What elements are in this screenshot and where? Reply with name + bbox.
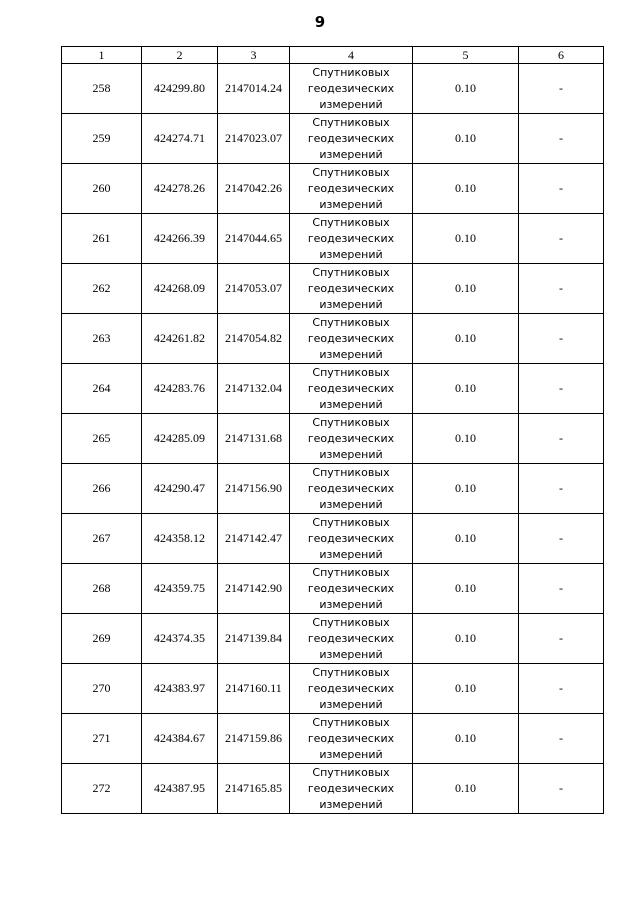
table-row [62, 364, 604, 414]
note-cell: - [519, 364, 604, 414]
y-coordinate-cell: 2147160.11 [218, 664, 290, 714]
method-cell: Спутниковых геодезических измерений [290, 364, 413, 414]
accuracy-cell: 0.10 [413, 364, 519, 414]
y-coordinate-cell: 2147139.84 [218, 614, 290, 664]
accuracy-cell: 0.10 [413, 614, 519, 664]
x-coordinate-cell: 424299.80 [142, 64, 218, 114]
x-coordinate-cell: 424387.95 [142, 764, 218, 814]
y-coordinate-cell: 2147142.90 [218, 564, 290, 614]
note-cell: - [519, 164, 604, 214]
note-cell: - [519, 414, 604, 464]
method-cell: Спутниковых геодезических измерений [290, 214, 413, 264]
x-coordinate-cell: 424268.09 [142, 264, 218, 314]
x-coordinate-cell: 424261.82 [142, 314, 218, 364]
y-coordinate-cell: 2147054.82 [218, 314, 290, 364]
method-cell: Спутниковых геодезических измерений [290, 764, 413, 814]
accuracy-cell: 0.10 [413, 414, 519, 464]
x-coordinate-cell: 424278.26 [142, 164, 218, 214]
coordinates-table [61, 46, 604, 814]
note-cell: - [519, 664, 604, 714]
point-number-cell: 271 [62, 714, 142, 764]
note-cell: - [519, 114, 604, 164]
table-row [62, 664, 604, 714]
table-body [62, 64, 604, 814]
method-cell: Спутниковых геодезических измерений [290, 514, 413, 564]
point-number-cell: 263 [62, 314, 142, 364]
y-coordinate-cell: 2147014.24 [218, 64, 290, 114]
x-coordinate-cell: 424358.12 [142, 514, 218, 564]
accuracy-cell: 0.10 [413, 514, 519, 564]
point-number-cell: 272 [62, 764, 142, 814]
point-number-cell: 268 [62, 564, 142, 614]
table-row [62, 614, 604, 664]
method-cell: Спутниковых геодезических измерений [290, 314, 413, 364]
method-cell: Спутниковых геодезических измерений [290, 64, 413, 114]
point-number-cell: 269 [62, 614, 142, 664]
point-number-cell: 270 [62, 664, 142, 714]
x-coordinate-cell: 424374.35 [142, 614, 218, 664]
header-col-2: 2 [142, 47, 218, 64]
table-row [62, 514, 604, 564]
point-number-cell: 259 [62, 114, 142, 164]
method-cell: Спутниковых геодезических измерений [290, 264, 413, 314]
accuracy-cell: 0.10 [413, 314, 519, 364]
page-number: 9 [314, 13, 326, 31]
method-cell: Спутниковых геодезических измерений [290, 714, 413, 764]
y-coordinate-cell: 2147142.47 [218, 514, 290, 564]
y-coordinate-cell: 2147165.85 [218, 764, 290, 814]
method-cell: Спутниковых геодезических измерений [290, 614, 413, 664]
note-cell: - [519, 764, 604, 814]
y-coordinate-cell: 2147131.68 [218, 414, 290, 464]
note-cell: - [519, 64, 604, 114]
header-row [62, 47, 604, 64]
point-number-cell: 261 [62, 214, 142, 264]
note-cell: - [519, 214, 604, 264]
accuracy-cell: 0.10 [413, 464, 519, 514]
note-cell: - [519, 514, 604, 564]
accuracy-cell: 0.10 [413, 714, 519, 764]
method-cell: Спутниковых геодезических измерений [290, 164, 413, 214]
x-coordinate-cell: 424290.47 [142, 464, 218, 514]
x-coordinate-cell: 424383.97 [142, 664, 218, 714]
table-row [62, 264, 604, 314]
point-number-cell: 262 [62, 264, 142, 314]
accuracy-cell: 0.10 [413, 164, 519, 214]
header-col-5: 5 [413, 47, 519, 64]
header-col-3: 3 [218, 47, 290, 64]
note-cell: - [519, 714, 604, 764]
note-cell: - [519, 564, 604, 614]
accuracy-cell: 0.10 [413, 764, 519, 814]
note-cell: - [519, 614, 604, 664]
table-row [62, 464, 604, 514]
table-row [62, 114, 604, 164]
note-cell: - [519, 464, 604, 514]
header-col-6: 6 [519, 47, 604, 64]
x-coordinate-cell: 424359.75 [142, 564, 218, 614]
table-row [62, 164, 604, 214]
x-coordinate-cell: 424384.67 [142, 714, 218, 764]
note-cell: - [519, 264, 604, 314]
method-cell: Спутниковых геодезических измерений [290, 464, 413, 514]
y-coordinate-cell: 2147159.86 [218, 714, 290, 764]
point-number-cell: 265 [62, 414, 142, 464]
accuracy-cell: 0.10 [413, 664, 519, 714]
accuracy-cell: 0.10 [413, 264, 519, 314]
accuracy-cell: 0.10 [413, 64, 519, 114]
table-row [62, 214, 604, 264]
point-number-cell: 264 [62, 364, 142, 414]
y-coordinate-cell: 2147053.07 [218, 264, 290, 314]
point-number-cell: 258 [62, 64, 142, 114]
x-coordinate-cell: 424283.76 [142, 364, 218, 414]
y-coordinate-cell: 2147044.65 [218, 214, 290, 264]
note-cell: - [519, 314, 604, 364]
method-cell: Спутниковых геодезических измерений [290, 664, 413, 714]
table-row [62, 564, 604, 614]
point-number-cell: 267 [62, 514, 142, 564]
x-coordinate-cell: 424285.09 [142, 414, 218, 464]
table-row [62, 414, 604, 464]
y-coordinate-cell: 2147132.04 [218, 364, 290, 414]
y-coordinate-cell: 2147156.90 [218, 464, 290, 514]
table-row [62, 314, 604, 364]
method-cell: Спутниковых геодезических измерений [290, 114, 413, 164]
method-cell: Спутниковых геодезических измерений [290, 564, 413, 614]
header-col-4: 4 [290, 47, 413, 64]
header-col-1: 1 [62, 47, 142, 64]
accuracy-cell: 0.10 [413, 214, 519, 264]
table-row [62, 714, 604, 764]
accuracy-cell: 0.10 [413, 114, 519, 164]
accuracy-cell: 0.10 [413, 564, 519, 614]
point-number-cell: 266 [62, 464, 142, 514]
table-header [62, 47, 604, 64]
table-row [62, 64, 604, 114]
y-coordinate-cell: 2147023.07 [218, 114, 290, 164]
x-coordinate-cell: 424274.71 [142, 114, 218, 164]
x-coordinate-cell: 424266.39 [142, 214, 218, 264]
table-row [62, 764, 604, 814]
point-number-cell: 260 [62, 164, 142, 214]
y-coordinate-cell: 2147042.26 [218, 164, 290, 214]
method-cell: Спутниковых геодезических измерений [290, 414, 413, 464]
